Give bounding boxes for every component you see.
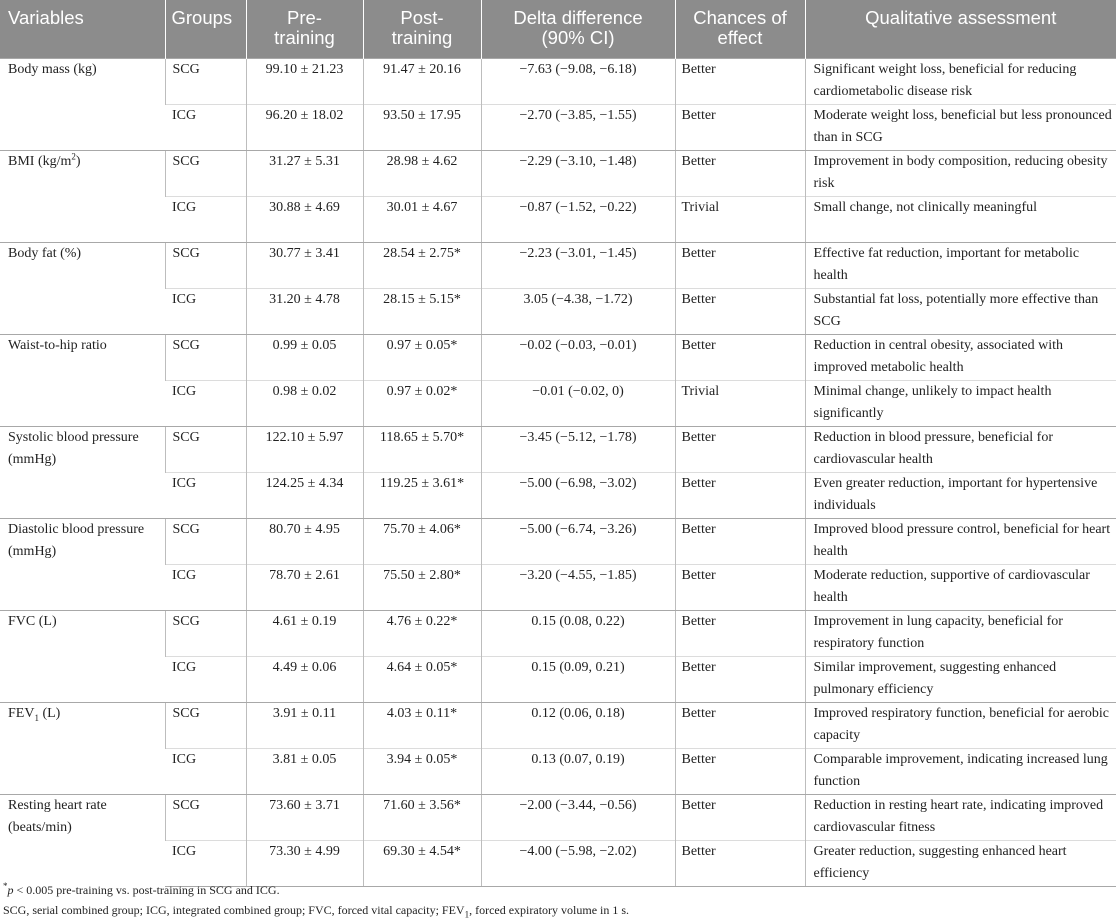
- group-cell: ICG: [165, 564, 246, 610]
- chance-value: Better: [675, 472, 805, 518]
- variable-label: [0, 242, 165, 334]
- group-cell: SCG: [165, 426, 246, 472]
- post-training-value: 119.25 ± 3.61*: [363, 472, 481, 518]
- assessment-text: Significant weight loss, beneficial for reducing cardiometabolic disease risk: [805, 58, 1116, 104]
- variable-subscript: 1: [34, 712, 39, 723]
- pre-training-value: 30.88 ± 4.69: [246, 196, 363, 242]
- delta-value: −0.87 (−1.52, −0.22): [481, 196, 675, 242]
- table-row: [0, 472, 1116, 518]
- group-cell: SCG: [165, 518, 246, 564]
- pre-training-value: 31.27 ± 5.31: [246, 150, 363, 196]
- variable-label: [0, 518, 165, 610]
- variable-label: [0, 58, 165, 150]
- group-cell: SCG: [165, 702, 246, 748]
- table-row: [0, 426, 1116, 472]
- table-row: [0, 196, 1116, 242]
- abbreviation-footnote: [3, 900, 629, 920]
- group-cell: ICG: [165, 472, 246, 518]
- header-variables: [0, 0, 165, 58]
- footnote-subscript: 1: [464, 909, 470, 920]
- delta-value: 3.05 (−4.38, −1.72): [481, 288, 675, 334]
- pre-training-value: 4.49 ± 0.06: [246, 656, 363, 702]
- header-delta-line1: Delta difference: [513, 7, 643, 28]
- delta-value: −3.45 (−5.12, −1.78): [481, 426, 675, 472]
- pre-training-value: 31.20 ± 4.78: [246, 288, 363, 334]
- chance-value: Better: [675, 564, 805, 610]
- pre-training-value: 99.10 ± 21.23: [246, 58, 363, 104]
- table-row: [0, 288, 1116, 334]
- header-chances-line2: effect: [717, 27, 763, 48]
- significance-footnote: [3, 880, 629, 900]
- assessment-text: Small change, not clinically meaningful: [805, 196, 1116, 242]
- table-row: [0, 656, 1116, 702]
- post-training-value: 28.54 ± 2.75*: [363, 242, 481, 288]
- header-pre-line1: Pre-: [287, 7, 322, 28]
- variable-text: Waist-to-hip ratio: [8, 337, 107, 353]
- header-qualitative-label: Qualitative assessment: [865, 7, 1057, 28]
- variable-superscript: 2: [71, 150, 76, 161]
- delta-value: −0.01 (−0.02, 0): [481, 380, 675, 426]
- post-training-value: 93.50 ± 17.95: [363, 104, 481, 150]
- group-cell: ICG: [165, 288, 246, 334]
- header-chances-line1: Chances of: [693, 7, 787, 28]
- header-pre-training: [246, 0, 363, 58]
- delta-value: −2.29 (−3.10, −1.48): [481, 150, 675, 196]
- delta-value: 0.13 (0.07, 0.19): [481, 748, 675, 794]
- chance-value: Better: [675, 702, 805, 748]
- footnote-significance-text: < 0.005 pre-training vs. post-training in SCG and ICG.: [13, 883, 280, 897]
- table-body: [0, 58, 1116, 886]
- group-cell: ICG: [165, 196, 246, 242]
- post-training-value: 69.30 ± 4.54*: [363, 840, 481, 886]
- table-row: [0, 518, 1116, 564]
- chance-value: Better: [675, 104, 805, 150]
- post-training-value: 91.47 ± 20.16: [363, 58, 481, 104]
- delta-value: −7.63 (−9.08, −6.18): [481, 58, 675, 104]
- assessment-text: Improvement in body composition, reducing obesity risk: [805, 150, 1116, 196]
- delta-value: −4.00 (−5.98, −2.02): [481, 840, 675, 886]
- chance-value: Better: [675, 518, 805, 564]
- variable-label: [0, 426, 165, 518]
- delta-value: −2.23 (−3.01, −1.45): [481, 242, 675, 288]
- delta-value: 0.15 (0.08, 0.22): [481, 610, 675, 656]
- chance-value: Better: [675, 334, 805, 380]
- header-chances-of-effect: [675, 0, 805, 58]
- group-cell: SCG: [165, 242, 246, 288]
- pre-training-value: 0.99 ± 0.05: [246, 334, 363, 380]
- pre-training-value: 0.98 ± 0.02: [246, 380, 363, 426]
- variable-label: [0, 334, 165, 426]
- header-post-line1: Post-: [400, 7, 444, 28]
- assessment-text: Even greater reduction, important for hypertensive individuals: [805, 472, 1116, 518]
- pre-training-value: 3.91 ± 0.11: [246, 702, 363, 748]
- assessment-text: Moderate weight loss, beneficial but less pronounced than in SCG: [805, 104, 1116, 150]
- table-row: [0, 380, 1116, 426]
- group-cell: ICG: [165, 656, 246, 702]
- assessment-text: Reduction in central obesity, associated with improved metabolic health: [805, 334, 1116, 380]
- assessment-text: Substantial fat loss, potentially more effective than SCG: [805, 288, 1116, 334]
- header-groups: [165, 0, 246, 58]
- chance-value: Better: [675, 794, 805, 840]
- footnote-abbreviations-text: SCG, serial combined group; ICG, integrated combined group; FVC, forced vital capacity; FEV: [3, 903, 465, 917]
- variable-text: FEV: [8, 705, 35, 721]
- chance-value: Better: [675, 748, 805, 794]
- assessment-text: Effective fat reduction, important for metabolic health: [805, 242, 1116, 288]
- group-cell: SCG: [165, 58, 246, 104]
- post-training-value: 30.01 ± 4.67: [363, 196, 481, 242]
- post-training-value: 75.70 ± 4.06*: [363, 518, 481, 564]
- assessment-text: Minimal change, unlikely to impact health significantly: [805, 380, 1116, 426]
- group-cell: SCG: [165, 610, 246, 656]
- chance-value: Better: [675, 242, 805, 288]
- variable-label: [0, 794, 165, 886]
- chance-value: Better: [675, 656, 805, 702]
- post-training-value: 3.94 ± 0.05*: [363, 748, 481, 794]
- chance-value: Better: [675, 58, 805, 104]
- pre-training-value: 78.70 ± 2.61: [246, 564, 363, 610]
- variable-text: Body mass (kg): [8, 61, 97, 77]
- header-post-training: [363, 0, 481, 58]
- variable-label: [0, 150, 165, 242]
- assessment-text: Reduction in blood pressure, beneficial for cardiovascular health: [805, 426, 1116, 472]
- table-footnotes: [3, 880, 629, 920]
- delta-value: −0.02 (−0.03, −0.01): [481, 334, 675, 380]
- variable-text: FVC (L): [8, 613, 57, 629]
- delta-value: −5.00 (−6.98, −3.02): [481, 472, 675, 518]
- chance-value: Trivial: [675, 196, 805, 242]
- assessment-text: Reduction in resting heart rate, indicating improved cardiovascular fitness: [805, 794, 1116, 840]
- footnote-star: *: [3, 881, 8, 891]
- header-groups-label: Groups: [171, 7, 233, 28]
- table-row: [0, 794, 1116, 840]
- table-row: [0, 610, 1116, 656]
- pre-training-value: 122.10 ± 5.97: [246, 426, 363, 472]
- assessment-text: Moderate reduction, supportive of cardiovascular health: [805, 564, 1116, 610]
- pre-training-value: 73.60 ± 3.71: [246, 794, 363, 840]
- variable-label: [0, 702, 165, 794]
- header-delta-difference: [481, 0, 675, 58]
- footnote-p: p: [7, 883, 14, 897]
- pre-training-value: 30.77 ± 3.41: [246, 242, 363, 288]
- chance-value: Better: [675, 426, 805, 472]
- pre-training-value: 73.30 ± 4.99: [246, 840, 363, 886]
- group-cell: SCG: [165, 150, 246, 196]
- pre-training-value: 4.61 ± 0.19: [246, 610, 363, 656]
- header-qualitative-assessment: [805, 0, 1116, 58]
- variable-label: [0, 610, 165, 702]
- assessment-text: Similar improvement, suggesting enhanced pulmonary efficiency: [805, 656, 1116, 702]
- post-training-value: 4.76 ± 0.22*: [363, 610, 481, 656]
- variable-text: Diastolic blood pressure (mmHg): [8, 521, 145, 559]
- delta-value: −2.70 (−3.85, −1.55): [481, 104, 675, 150]
- chance-value: Trivial: [675, 380, 805, 426]
- chance-value: Better: [675, 840, 805, 886]
- variable-text: Systolic blood pressure (mmHg): [8, 429, 139, 467]
- post-training-value: 71.60 ± 3.56*: [363, 794, 481, 840]
- table-row: [0, 150, 1116, 196]
- table-row: [0, 564, 1116, 610]
- pre-training-value: 124.25 ± 4.34: [246, 472, 363, 518]
- table-row: [0, 242, 1116, 288]
- assessment-text: Improvement in lung capacity, beneficial for respiratory function: [805, 610, 1116, 656]
- chance-value: Better: [675, 150, 805, 196]
- delta-value: −2.00 (−3.44, −0.56): [481, 794, 675, 840]
- table-row: [0, 748, 1116, 794]
- delta-value: 0.12 (0.06, 0.18): [481, 702, 675, 748]
- delta-value: 0.15 (0.09, 0.21): [481, 656, 675, 702]
- group-cell: SCG: [165, 794, 246, 840]
- group-cell: ICG: [165, 840, 246, 886]
- group-cell: ICG: [165, 748, 246, 794]
- pre-training-value: 96.20 ± 18.02: [246, 104, 363, 150]
- variable-text: Resting heart rate (beats/min): [8, 797, 107, 835]
- group-cell: SCG: [165, 334, 246, 380]
- post-training-value: 0.97 ± 0.05*: [363, 334, 481, 380]
- post-training-value: 4.03 ± 0.11*: [363, 702, 481, 748]
- variable-text: BMI (kg/m: [8, 153, 72, 169]
- assessment-text: Improved blood pressure control, beneficial for heart health: [805, 518, 1116, 564]
- post-training-value: 4.64 ± 0.05*: [363, 656, 481, 702]
- post-training-value: 0.97 ± 0.02*: [363, 380, 481, 426]
- variable-unit: ): [75, 153, 81, 169]
- post-training-value: 28.15 ± 5.15*: [363, 288, 481, 334]
- post-training-value: 28.98 ± 4.62: [363, 150, 481, 196]
- table-row: [0, 334, 1116, 380]
- table-row: [0, 58, 1116, 104]
- chance-value: Better: [675, 610, 805, 656]
- header-post-line2: training: [391, 27, 453, 48]
- variable-unit: (L): [38, 705, 61, 721]
- table-row: [0, 702, 1116, 748]
- variable-text: Body fat (%): [8, 245, 82, 261]
- delta-value: −5.00 (−6.74, −3.26): [481, 518, 675, 564]
- chance-value: Better: [675, 288, 805, 334]
- group-cell: ICG: [165, 104, 246, 150]
- assessment-text: Greater reduction, suggesting enhanced heart efficiency: [805, 840, 1116, 886]
- group-cell: ICG: [165, 380, 246, 426]
- delta-value: −3.20 (−4.55, −1.85): [481, 564, 675, 610]
- table-header: [0, 0, 1116, 58]
- header-variables-label: Variables: [8, 7, 84, 28]
- header-delta-line2: (90% CI): [541, 27, 615, 48]
- footnote-abbreviations-tail: , forced expiratory volume in 1 s.: [469, 903, 630, 917]
- pre-training-value: 3.81 ± 0.05: [246, 748, 363, 794]
- assessment-text: Comparable improvement, indicating increased lung function: [805, 748, 1116, 794]
- pre-training-value: 80.70 ± 4.95: [246, 518, 363, 564]
- table-row: [0, 104, 1116, 150]
- post-training-value: 118.65 ± 5.70*: [363, 426, 481, 472]
- post-training-value: 75.50 ± 2.80*: [363, 564, 481, 610]
- assessment-text: Improved respiratory function, beneficial for aerobic capacity: [805, 702, 1116, 748]
- header-pre-line2: training: [274, 27, 335, 48]
